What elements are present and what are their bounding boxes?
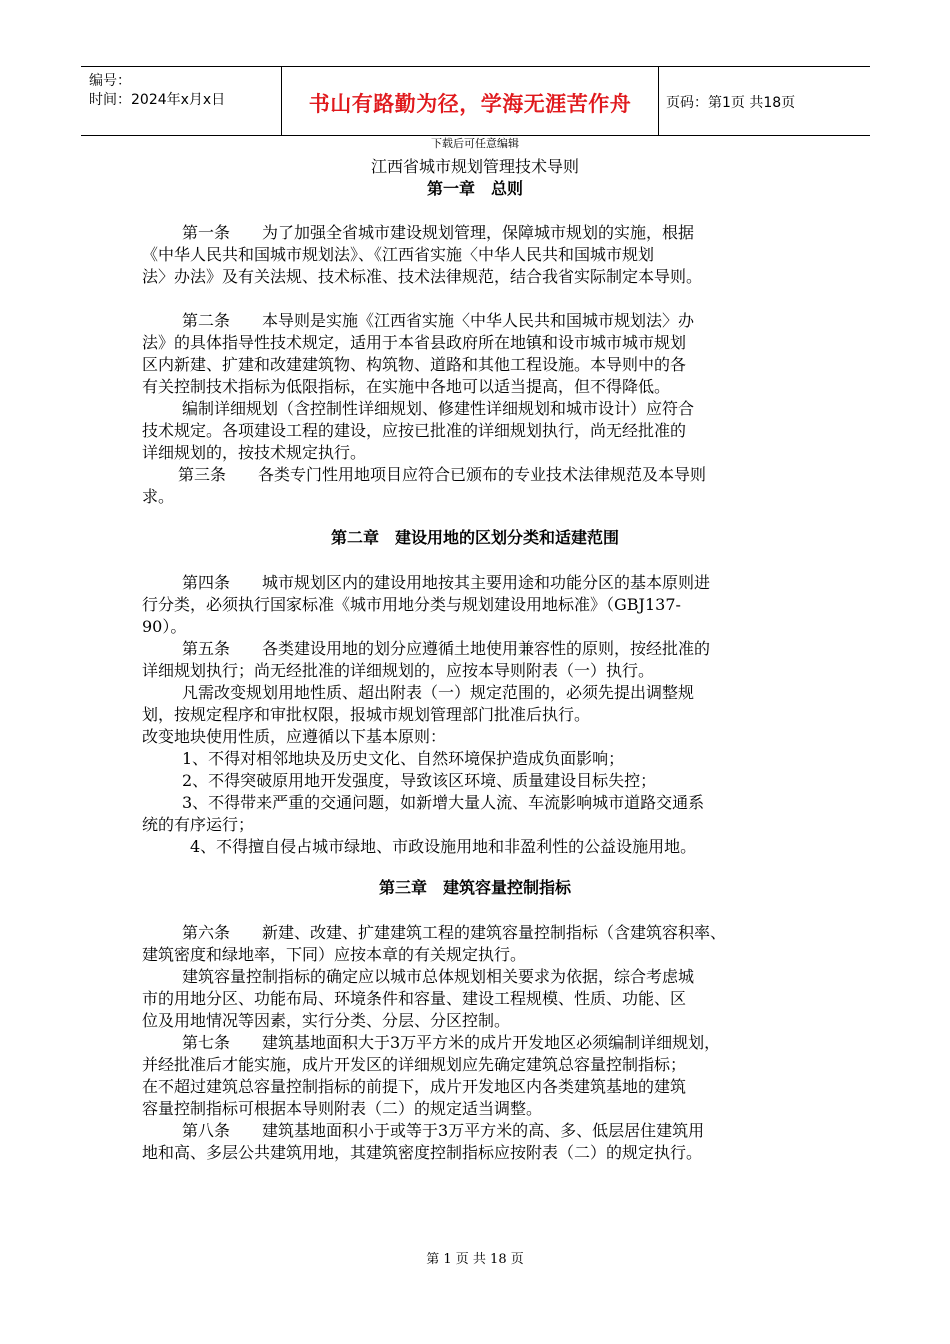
text-line: 求。: [142, 487, 175, 506]
text-line: 区内新建、扩建和改建建筑物、构筑物、道路和其他工程设施。本导则中的各: [142, 355, 687, 374]
text-line: 并经批准后才能实施，成片开发区的详细规划应先确定建筑总容量控制指标；: [142, 1055, 687, 1074]
articles-4-5: [142, 572, 822, 858]
page-footer: 第 1 页 共 18 页: [426, 1252, 524, 1267]
text-line: 2、不得突破原用地开发强度，导致该区环境、质量建设目标失控；: [182, 771, 657, 790]
article-2-3: [142, 310, 822, 508]
text-line: 第一条 为了加强全省城市建设规划管理，保障城市规划的实施，根据: [182, 223, 695, 242]
text-line: 容量控制指标可根据本导则附表（二）的规定适当调整。: [142, 1099, 543, 1118]
text-line: 第四条 城市规划区内的建设用地按其主要用途和功能分区的基本原则进: [182, 573, 711, 592]
text-line: 第二条 本导则是实施《江西省实施〈中华人民共和国城市规划法〉办: [182, 311, 695, 330]
chapter-heading-2: 第二章 建设用地的区划分类和适建范围: [330, 528, 619, 547]
text-line: 划，按规定程序和审批权限，报城市规划管理部门批准后执行。: [142, 705, 591, 724]
chapter-heading-3: 第三章 建筑容量控制指标: [378, 878, 571, 897]
header-page-info: 页码：第1页 共18页: [666, 95, 796, 111]
text-line: 有关控制技术指标为低限指标，在实施中各地可以适当提高，但不得降低。: [142, 377, 671, 396]
text-line: 位及用地情况等因素，实行分类、分层、分区控制。: [142, 1011, 511, 1030]
edit-note: 下载后可任意编辑: [431, 137, 519, 150]
header-meta-cell: [81, 67, 282, 135]
articles-6-8: [142, 922, 822, 1164]
header-motto: 书山有路勤为径，学海无涯苦作舟: [282, 67, 659, 135]
text-line: 改变地块使用性质，应遵循以下基本原则：: [142, 727, 447, 746]
document-number-label: 编号：: [89, 73, 131, 89]
text-line: 第八条 建筑基地面积小于或等于3万平方米的高、多、低层居住建筑用: [182, 1121, 705, 1140]
text-line: 第七条 建筑基地面积大于3万平方米的成片开发地区必须编制详细规划，: [182, 1033, 721, 1052]
article-1: [142, 222, 822, 288]
chapter-heading-1: 第一章 总则: [426, 179, 523, 198]
text-line: 法〉办法》及有关法规、技术标准、技术法律规范，结合我省实际制定本导则。: [142, 267, 703, 286]
header-table: [81, 66, 870, 136]
text-line: 技术规定。各项建设工程的建设，应按已批准的详细规划执行，尚无经批准的: [142, 421, 687, 440]
text-line: 统的有序运行；: [142, 815, 255, 834]
text-line: 详细规划执行；尚无经批准的详细规划的，应按本导则附表（一）执行。: [142, 661, 655, 680]
text-line: 3、不得带来严重的交通问题，如新增大量人流、车流影响城市道路交通系: [182, 793, 705, 812]
text-line: 1、不得对相邻地块及历史文化、自然环境保护造成负面影响；: [182, 749, 625, 768]
text-line: 在不超过建筑总容量控制指标的前提下，成片开发地区内各类建筑基地的建筑: [142, 1077, 687, 1096]
text-line: 建筑容量控制指标的确定应以城市总体规划相关要求为依据，综合考虑城: [182, 967, 695, 986]
text-line: 编制详细规划（含控制性详细规划、修建性详细规划和城市设计）应符合: [182, 399, 695, 418]
text-line: 凡需改变规划用地性质、超出附表（一）规定范围的，必须先提出调整规: [182, 683, 695, 702]
text-line: 建筑密度和绿地率，下同）应按本章的有关规定执行。: [142, 945, 527, 964]
text-line: 地和高、多层公共建筑用地，其建筑密度控制指标应按附表（二）的规定执行。: [142, 1143, 703, 1162]
text-line: 法》的具体指导性技术规定，适用于本省县政府所在地镇和设市城市城市规划: [142, 333, 687, 352]
document-title: 江西省城市规划管理技术导则: [370, 157, 579, 176]
document-time-label: 时间：2024年x月x日: [89, 92, 226, 108]
text-line: 4、不得擅自侵占城市绿地、市政设施用地和非盈利性的公益设施用地。: [190, 837, 697, 856]
text-line: 第三条 各类专门性用地项目应符合已颁布的专业技术法律规范及本导则: [178, 465, 707, 484]
text-line: 市的用地分区、功能布局、环境条件和容量、建设工程规模、性质、功能、区: [142, 989, 687, 1008]
text-line: 第五条 各类建设用地的划分应遵循土地使用兼容性的原则，按经批准的: [182, 639, 711, 658]
text-line: 第六条 新建、改建、扩建建筑工程的建筑容量控制指标（含建筑容积率、: [182, 923, 727, 942]
text-line: 行分类，必须执行国家标准《城市用地分类与规划建设用地标准》（GBJ137-: [142, 595, 681, 614]
text-line: 详细规划的，按技术规定执行。: [142, 443, 367, 462]
text-line: 90）。: [142, 617, 187, 636]
text-line: 《中华人民共和国城市规划法》、《江西省实施〈中华人民共和国城市规划: [142, 245, 655, 264]
